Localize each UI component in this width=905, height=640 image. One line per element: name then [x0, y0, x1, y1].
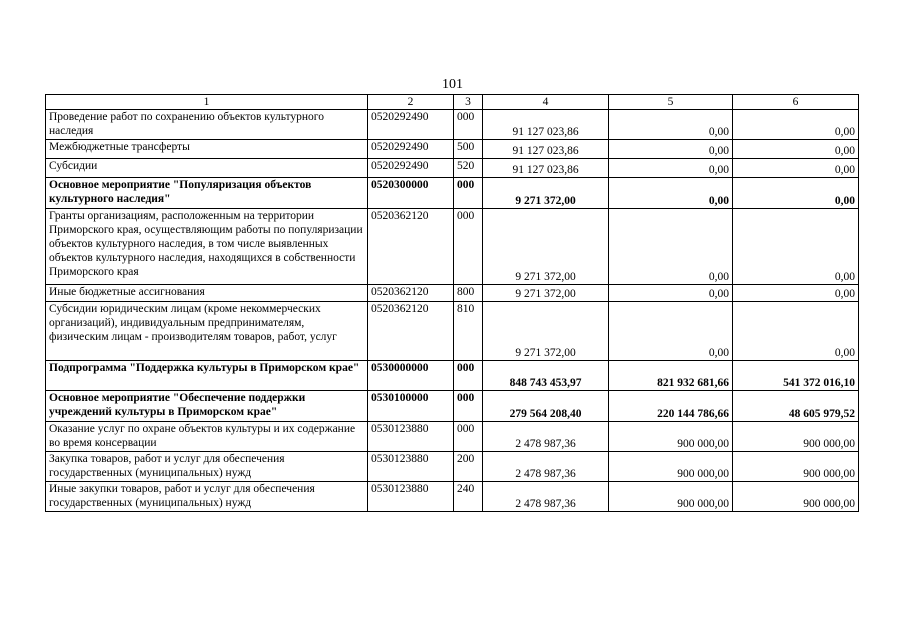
target-code: 0520362120: [368, 209, 454, 285]
expense-type: 240: [454, 482, 483, 512]
amount-col4: 91 127 023,86: [483, 110, 609, 140]
amount-col4: 91 127 023,86: [483, 140, 609, 159]
column-header: 2: [368, 95, 454, 110]
amount-col4: 9 271 372,00: [483, 285, 609, 302]
amount-col5: 821 932 681,66: [609, 361, 733, 391]
item-name: Основное мероприятие "Популяризация объектов культурного наследия": [46, 178, 368, 209]
item-name: Субсидии: [46, 159, 368, 178]
item-name: Закупка товаров, работ и услуг для обеспечения государственных (муниципальных) нужд: [46, 452, 368, 482]
budget-table: [45, 94, 859, 512]
target-code: 0530123880: [368, 422, 454, 452]
amount-col6: 0,00: [733, 285, 859, 302]
expense-type: 000: [454, 391, 483, 422]
item-name: Основное мероприятие "Обеспечение поддержки учреждений культуры в Приморском крае": [46, 391, 368, 422]
expense-type: 000: [454, 361, 483, 391]
column-header: 1: [46, 95, 368, 110]
item-name: Гранты организациям, расположенным на территории Приморского края, осуществляющим работы по популяризации объектов культурного наследия, в том числе выявленных объектов культурного наследия, находящихся в собственности Приморского края: [46, 209, 368, 285]
amount-col4: 2 478 987,36: [483, 482, 609, 512]
amount-col4: 848 743 453,97: [483, 361, 609, 391]
amount-col5: 900 000,00: [609, 452, 733, 482]
amount-col4: 9 271 372,00: [483, 178, 609, 209]
table-row: [46, 285, 859, 302]
item-name: Субсидии юридическим лицам (кроме некоммерческих организаций), индивидуальным предпринимателям, физическим лицам - производителям товаров, работ, услуг: [46, 302, 368, 361]
amount-col6: 900 000,00: [733, 482, 859, 512]
amount-col5: 900 000,00: [609, 482, 733, 512]
header-row: [46, 95, 859, 110]
amount-col4: 9 271 372,00: [483, 302, 609, 361]
amount-col6: 541 372 016,10: [733, 361, 859, 391]
item-name: Межбюджетные трансферты: [46, 140, 368, 159]
amount-col5: 0,00: [609, 178, 733, 209]
amount-col5: 0,00: [609, 110, 733, 140]
table-row: [46, 140, 859, 159]
amount-col5: 0,00: [609, 302, 733, 361]
expense-type: 000: [454, 178, 483, 209]
amount-col6: 0,00: [733, 110, 859, 140]
expense-type: 200: [454, 452, 483, 482]
item-name: Иные бюджетные ассигнования: [46, 285, 368, 302]
table-row: [46, 302, 859, 361]
amount-col6: 900 000,00: [733, 452, 859, 482]
expense-type: 000: [454, 422, 483, 452]
table-row: [46, 159, 859, 178]
amount-col6: 48 605 979,52: [733, 391, 859, 422]
item-name: Проведение работ по сохранению объектов культурного наследия: [46, 110, 368, 140]
item-name: Оказание услуг по охране объектов культуры и их содержание во время консервации: [46, 422, 368, 452]
amount-col6: 0,00: [733, 178, 859, 209]
amount-col4: 91 127 023,86: [483, 159, 609, 178]
amount-col5: 0,00: [609, 159, 733, 178]
amount-col5: 0,00: [609, 285, 733, 302]
amount-col4: 279 564 208,40: [483, 391, 609, 422]
table-row: [46, 422, 859, 452]
target-code: 0530000000: [368, 361, 454, 391]
expense-type: 000: [454, 209, 483, 285]
amount-col4: 9 271 372,00: [483, 209, 609, 285]
column-header: 5: [609, 95, 733, 110]
amount-col4: 2 478 987,36: [483, 452, 609, 482]
expense-type: 810: [454, 302, 483, 361]
table-row: [46, 178, 859, 209]
target-code: 0530123880: [368, 452, 454, 482]
expense-type: 000: [454, 110, 483, 140]
target-code: 0520292490: [368, 140, 454, 159]
expense-type: 520: [454, 159, 483, 178]
item-name: Иные закупки товаров, работ и услуг для обеспечения государственных (муниципальных) нужд: [46, 482, 368, 512]
amount-col6: 0,00: [733, 302, 859, 361]
target-code: 0520292490: [368, 110, 454, 140]
amount-col5: 220 144 786,66: [609, 391, 733, 422]
table-row: [46, 482, 859, 512]
table-row: [46, 209, 859, 285]
amount-col5: 0,00: [609, 140, 733, 159]
target-code: 0520362120: [368, 302, 454, 361]
table-row: [46, 452, 859, 482]
amount-col6: 0,00: [733, 209, 859, 285]
expense-type: 800: [454, 285, 483, 302]
amount-col6: 0,00: [733, 140, 859, 159]
table-row: [46, 391, 859, 422]
target-code: 0520292490: [368, 159, 454, 178]
table-row: [46, 110, 859, 140]
amount-col5: 900 000,00: [609, 422, 733, 452]
column-header: 3: [454, 95, 483, 110]
amount-col5: 0,00: [609, 209, 733, 285]
table-row: [46, 361, 859, 391]
amount-col6: 0,00: [733, 159, 859, 178]
target-code: 0520362120: [368, 285, 454, 302]
amount-col6: 900 000,00: [733, 422, 859, 452]
amount-col4: 2 478 987,36: [483, 422, 609, 452]
page-number: 101: [442, 77, 463, 92]
column-header: 6: [733, 95, 859, 110]
target-code: 0530100000: [368, 391, 454, 422]
target-code: 0530123880: [368, 482, 454, 512]
item-name: Подпрограмма "Поддержка культуры в Приморском крае": [46, 361, 368, 391]
target-code: 0520300000: [368, 178, 454, 209]
expense-type: 500: [454, 140, 483, 159]
column-header: 4: [483, 95, 609, 110]
